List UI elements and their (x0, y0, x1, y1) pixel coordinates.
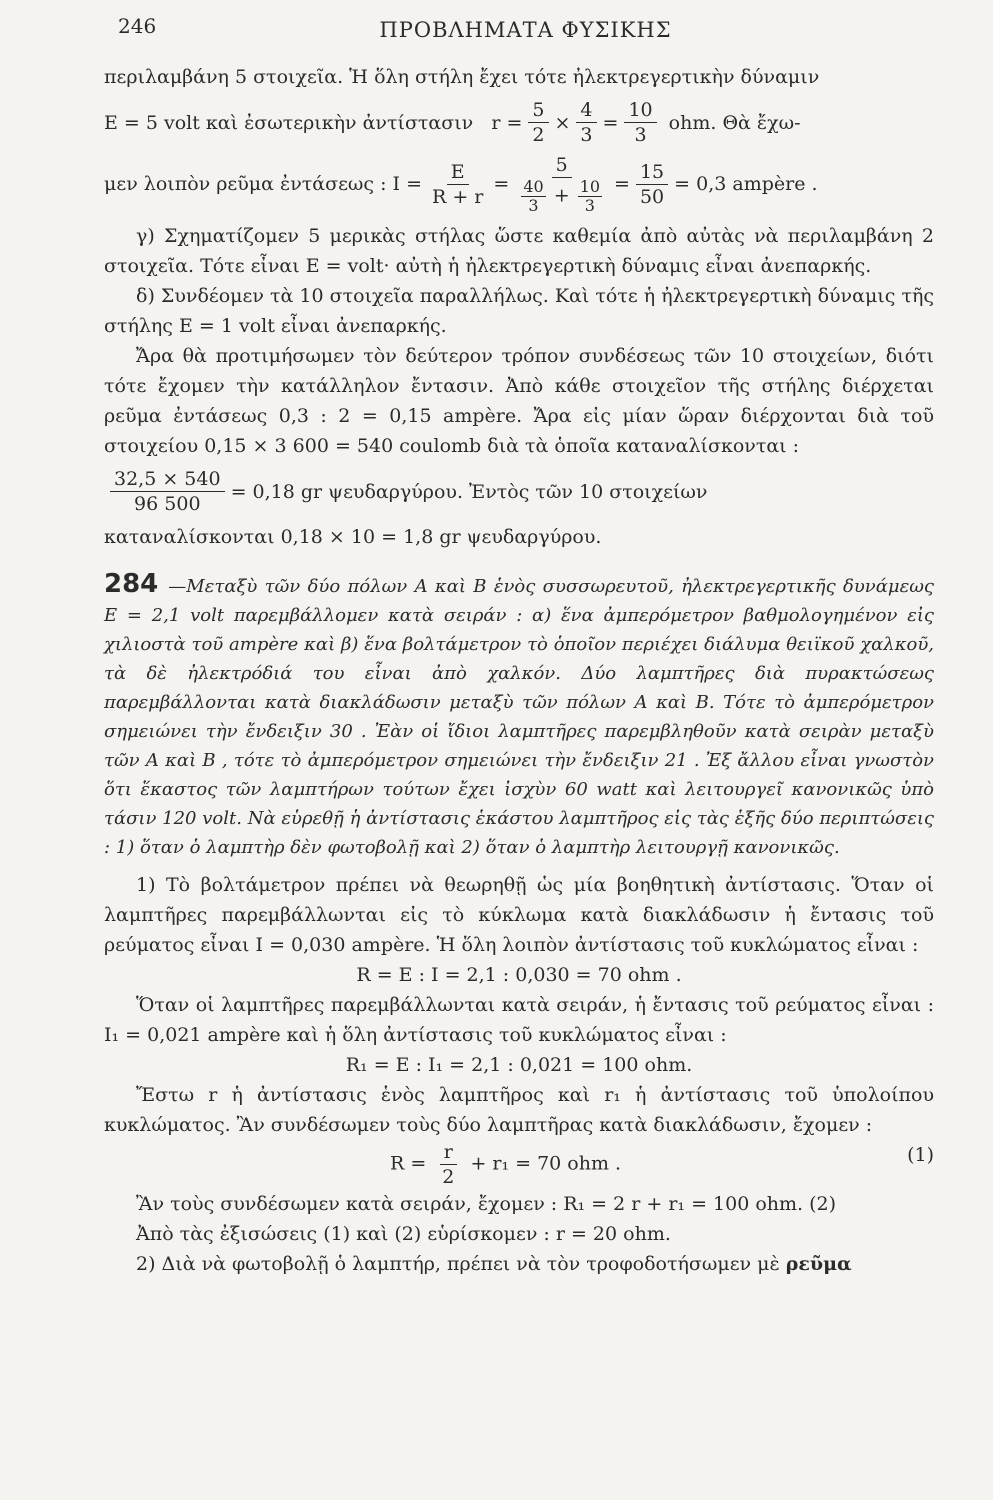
text-fragment: = 0,18 gr ψευδαργύρου. Ἐντὸς τῶν 10 στοιχείων (230, 480, 708, 503)
text-fragment: r = (491, 111, 523, 134)
solution-part3: Ἔστω r ἡ ἀντίστασις ἑνὸς λαμπτῆρος καὶ r₁ ἡ ἀντίστασις τοῦ ὑπολοίπου κυκλώματος. Ἂν συνδέσωμεν τοὺς δύο λαμπτῆρας κατὰ διακλάδωσιν, ἔχομεν : (104, 1084, 934, 1136)
fraction: $\frac{10}{3}$ (624, 98, 656, 147)
page-body (104, 62, 934, 1279)
equation-1: R = $\frac{r}{2}$ + r₁ = 70 ohm . (1) (389, 1141, 934, 1188)
fraction: $\frac{E}{R + r}$ (432, 160, 484, 208)
text-fragment: = 0,3 ampère . (674, 173, 818, 195)
problem-number: 284 (104, 569, 159, 599)
equation-resistance: E = 5 volt καὶ ἐσωτερικὴν ἀντίστασιν r = $\frac{5}{2}$ × $\frac{4}{3}$ = $\frac{10}{3}$ ohm. Θὰ ἔχω- (104, 99, 801, 146)
problem-statement: —Μεταξὺ τῶν δύο πόλων A καὶ B ἑνὸς συσσωρευτοῦ, ἠλεκτρεγερτικῆς δυνάμεως E = 2,1 volt παρεμβάλλομεν κατὰ σειράν : α) ἕνα ἀμπερόμετρον βαθμολογημένον εἰς χιλιοστὰ τοῦ ampère καὶ β) ἕνα βολτάμετρον τὸ ὁποῖον περιέχει διάλυμα θειϊκοῦ χαλκοῦ, τὰ δὲ ἠλεκτρόδιά του εἶναι ἀπὸ χαλκόν. Δύο λαμπτῆρες διὰ πυρακτώσεως παρεμβάλλονται κατὰ διακλάδωσιν μεταξὺ τῶν πόλων A καὶ B. Τότε τὸ ἀμπερόμετρον σημειώνει τὴν ἔνδειξιν 30 . Ἐὰν οἱ ἴδιοι λαμπτῆρες παρεμβληθοῦν κατὰ σειρὰν μεταξὺ τῶν A καὶ B , τότε τὸ ἀμπερόμετρον σημειώνει τὴν ἔνδειξιν 21 . Ἐξ ἄλλου εἶναι γνωστὸν ὅτι ἕκαστος τῶν λαμπτήρων τούτων ἔχει ἰσχὺν 60 watt καὶ λειτουργεῖ κανονικῶς ὑπὸ τάσιν 120 volt. Νὰ εὑρεθῇ ἡ ἀντίστασις ἑκάστου λαμπτῆρος εἰς τὰς ἑξῆς δύο περιπτώσεις : 1) ὅταν ὁ λαμπτὴρ δὲν φωτοβολῇ καὶ 2) ὅταν ὁ λαμπτὴρ λειτουργῇ κανονικῶς. (104, 576, 934, 858)
paragraph-conclusion: Ἄρα θὰ προτιμήσωμεν τὸν δεύτερον τρόπον συνδέσεως τῶν 10 στοιχείων, διότι τότε ἔχομεν τὴν κατάλληλον ἔντασιν. Ἀπὸ κάθε στοιχεῖον τῆς στήλης διέρχεται ρεῦμα ἐντάσεως 0,3 : 2 = 0,15 ampère. Ἄρα εἰς μίαν ὥραν διέρχονται διὰ τοῦ στοιχείου 0,15 × 3 600 = 540 coulomb διὰ τὰ ὁποῖα καταναλίσκονται : (104, 345, 934, 457)
fraction: $\frac{5}{2}$ (528, 98, 548, 147)
equation-zinc (104, 467, 934, 516)
equation-current: μεν λοιπὸν ρεῦμα ἐντάσεως : I = $\frac{E}{R + r}$ = 5 $\frac{40}{3}$ + $\frac{10}{3}$ = $\frac{15}{50}$ = 0,3 ampère . (104, 154, 818, 215)
paragraph-delta: δ) Συνδέομεν τὰ 10 στοιχεῖα παραλλήλως. Καὶ τότε ἡ ἠλεκτρεγερτικὴ δύναμις τῆς στήλης E = 1 volt εἶναι ἀνεπαρκής. (104, 285, 934, 337)
equation-number: (1) (907, 1144, 934, 1166)
fraction: 5 $\frac{40}{3}$ + $\frac{10}{3}$ (523, 154, 601, 215)
solution-part1: 1) Τὸ βολτάμετρον πρέπει νὰ θεωρηθῇ ὡς μία βοηθητικὴ ἀντίστασις. Ὅταν οἱ λαμπτῆρες παρεμβάλλωνται εἰς τὸ κύκλωμα κατὰ διακλάδωσιν ἡ ἔντασις τοῦ ρεύματος εἶναι I = 0,030 ampère. Ἡ ὅλη λοιπὸν ἀντίστασις τοῦ κυκλώματος εἶναι : (104, 874, 934, 956)
solution-part2: Ὅταν οἱ λαμπτῆρες παρεμβάλλωνται κατὰ σειράν, ἡ ἔντασις τοῦ ρεύματος εἶναι : I₁ = 0,021 ampère καὶ ἡ ὅλη ἀντίστασις τοῦ κυκλώματος εἶναι : (104, 994, 934, 1046)
equation-R1: R₁ = E : I₁ = 2,1 : 0,021 = 100 ohm. (345, 1054, 693, 1076)
problem-284 (104, 570, 934, 862)
equation-R: R = E : I = 2,1 : 0,030 = 70 ohm . (356, 964, 682, 986)
text-fragment: ohm. Θὰ ἔχω- (668, 111, 801, 134)
solution-part6: 2) Διὰ νὰ φωτοβολῇ ὁ λαμπτήρ, πρέπει νὰ τὸν τροφοδοτήσωμεν μὲ ρεῦμα (136, 1253, 852, 1275)
page-number: 246 (118, 14, 157, 38)
fraction: $\frac{32,5 \times 540}{96 500}$ (110, 467, 225, 516)
paragraph-gamma: γ) Σχηματίζομεν 5 μερικὰς στήλας ὥστε καθεμία ἀπὸ αὐτὰς νὰ περιλαμβάνη 2 στοιχεῖα. Τότε εἶναι E = volt· αὐτὴ ἡ ἠλεκτρεγερτικὴ δύναμις εἶναι ἀνεπαρκής. (104, 225, 934, 277)
solution-part5: Ἀπὸ τὰς ἐξισώσεις (1) καὶ (2) εὑρίσκομεν : r = 20 ohm. (136, 1223, 671, 1245)
solution-part4: Ἂν τοὺς συνδέσωμεν κατὰ σειράν, ἔχομεν : R₁ = 2 r + r₁ = 100 ohm. (2) (136, 1193, 837, 1215)
text-fragment: E = 5 volt καὶ ἐσωτερικὴν ἀντίστασιν (104, 111, 474, 134)
fraction: $\frac{4}{3}$ (576, 98, 596, 147)
running-title: ΠΡΟΒΛΗΜΑΤΑ ΦΥΣΙΚΗΣ (379, 18, 672, 42)
page-header (118, 14, 933, 44)
text-line: περιλαμβάνη 5 στοιχεῖα. Ἡ ὅλη στήλη ἔχει τότε ἠλεκτρεγερτικὴν δύναμιν (104, 66, 820, 88)
text-fragment: μεν λοιπὸν ρεῦμα ἐντάσεως : I = (104, 173, 422, 195)
text-line: καταναλίσκονται 0,18 × 10 = 1,8 gr ψευδαργύρου. (104, 526, 602, 548)
fraction: $\frac{15}{50}$ (636, 160, 668, 209)
